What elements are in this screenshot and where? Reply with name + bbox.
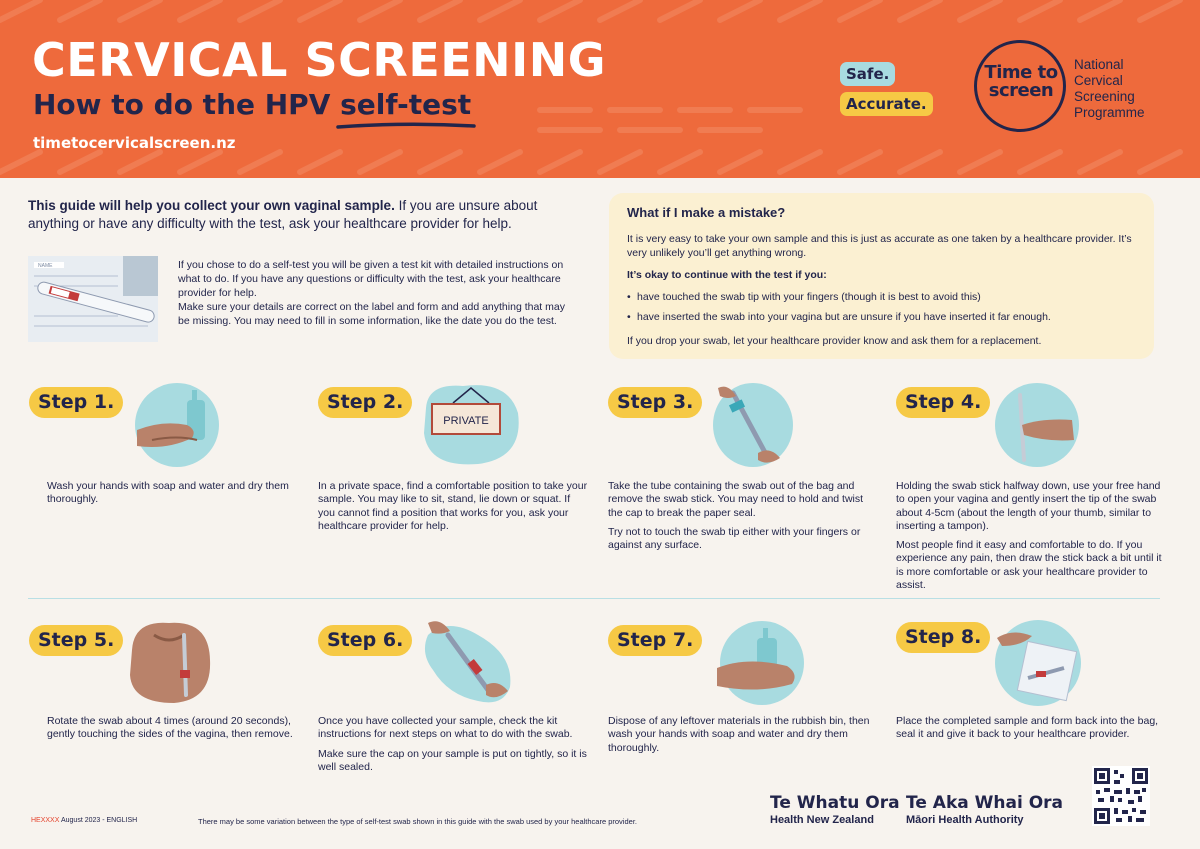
- insert-swab-icon: [992, 380, 1082, 470]
- step-3-p1: Take the tube containing the swab out of the bag and remove the swab stick. You may need to hold and twist the cap to break the paper seal.: [608, 480, 864, 519]
- step-3-text: [608, 480, 878, 552]
- step-3-p2: Try not to touch the swab tip either with your fingers or against any surface.: [608, 525, 861, 552]
- step-5-p1: Rotate the swab about 4 times (around 20 seconds), gently touching the sides of the vagina, then remove.: [47, 715, 293, 741]
- bullet-dot: •: [627, 291, 631, 303]
- underline-swoosh: [336, 121, 476, 133]
- test-kit-form-illustration: [28, 256, 163, 346]
- bullet-text: have touched the swab tip with your fingers (though it is best to avoid this): [637, 291, 981, 303]
- step-7-label: Step 7.: [608, 625, 702, 656]
- cap-swab-icon: [418, 615, 518, 707]
- step-3-label: Step 3.: [608, 387, 702, 418]
- step-4-label: Step 4.: [896, 387, 990, 418]
- page-title: CERVICAL SCREENING: [32, 33, 607, 87]
- mistake-info-box: [609, 193, 1154, 359]
- step-1-label: Step 1.: [29, 387, 123, 418]
- te-aka-whai-ora-logo: [906, 793, 1063, 826]
- step-4-text: [896, 480, 1166, 592]
- form-name-label: NAME: [38, 263, 53, 269]
- programme-line-1: National: [1074, 57, 1124, 72]
- step-6-p2: Make sure the cap on your sample is put on tightly, so it is well sealed.: [318, 747, 587, 773]
- programme-name: [1074, 57, 1145, 121]
- swab-tube-icon: [708, 378, 798, 468]
- document-code-id: HEXXXX: [31, 817, 60, 824]
- step-6-p1: Once you have collected your sample, check the kit instructions for next steps on what to do with the swab.: [318, 715, 573, 741]
- bullet-dot: •: [627, 311, 631, 323]
- disclaimer-note: There may be some variation between the type of self-test swab shown in this guide with the swab used by your healthcare provider.: [198, 817, 637, 826]
- org-1-name: Te Whatu Ora: [770, 793, 900, 813]
- step-8-label: Step 8.: [896, 622, 990, 653]
- private-sign-icon: [418, 378, 524, 468]
- step-8-text: [896, 715, 1166, 742]
- programme-line-3: Screening: [1074, 89, 1135, 104]
- step-2-label: Step 2.: [318, 387, 412, 418]
- qr-code-icon[interactable]: [1092, 766, 1150, 826]
- subtitle-emphasis-text: self-test: [340, 88, 472, 121]
- step-7-text: [608, 715, 878, 755]
- te-whatu-ora-logo: [770, 793, 900, 826]
- document-code: [31, 817, 137, 824]
- seal-bag-icon: [992, 618, 1084, 708]
- intro-paragraph-2: Make sure your details are correct on the label and form and add anything that may be missing. You may need to fill in some information, like the date you do the test.: [178, 301, 565, 327]
- step-5-label: Step 5.: [29, 625, 123, 656]
- subtitle-text: How to do the HPV: [33, 88, 341, 121]
- header-banner: [0, 0, 1200, 178]
- mistake-bullet: [627, 310, 1137, 324]
- logo-text: [979, 64, 1063, 100]
- private-sign-text: PRIVATE: [443, 415, 489, 427]
- step-2-p1: In a private space, find a comfortable position to take your sample. You may like to sit, stand, lie down or squat. If you cannot find a position that works for you, ask your healthcare provider for help.: [318, 480, 588, 532]
- step-2-text: [318, 480, 588, 533]
- mistake-title: What if I make a mistake?: [627, 205, 786, 220]
- mistake-bullet: [627, 290, 1137, 304]
- step-1-p1: Wash your hands with soap and water and dry them thoroughly.: [47, 480, 289, 506]
- website-url: timetocervicalscreen.nz: [33, 134, 236, 152]
- step-4-p2: Most people find it easy and comfortable to do. If you experience any pain, then draw the stick back a bit until it is more comfortable or ask your healthcare provider to assist.: [896, 539, 1162, 592]
- wash-hands-icon: [132, 380, 222, 470]
- step-1-text: [47, 480, 317, 507]
- step-8-p1: Place the completed sample and form back into the bag, seal it and give it back to your healthcare provider.: [896, 715, 1159, 741]
- logo-line-2: screen: [988, 80, 1054, 101]
- rotate-swab-icon: [124, 615, 214, 707]
- org-1-subtitle: Health New Zealand: [770, 814, 874, 826]
- step-5-text: [47, 715, 317, 742]
- intro-bold: This guide will help you collect your own vaginal sample.: [28, 198, 395, 213]
- org-2-name: Te Aka Whai Ora: [906, 793, 1064, 813]
- safe-badge: Safe.: [840, 62, 895, 86]
- intro-paragraph-1: If you chose to do a self-test you will be given a test kit with detailed instructions on what to do. If you have any questions or difficulty with the test, ask your healthcare provider for help.: [178, 259, 564, 299]
- mistake-text-2: If you drop your swab, let your healthcare provider know and ask them for a replacement.: [627, 335, 1042, 347]
- step-4-p1: Holding the swab stick halfway down, use your free hand to open your vagina and gently insert the tip of the swab about 4-5cm (about the length of your thumb, similar to inserting a tampon).: [896, 480, 1161, 532]
- step-7-p1: Dispose of any leftover materials in the rubbish bin, then wash your hands with soap and water and dry them thoroughly.: [608, 715, 870, 754]
- bullet-text: have inserted the swab into your vagina but are unsure if you have inserted it far enough.: [637, 311, 1051, 323]
- mistake-text-1: It is very easy to take your own sample and this is just as accurate as one taken by a healthcare provider. It’s very unlikely you’ll get anything wrong.: [627, 233, 1132, 259]
- step-6-text: [318, 715, 588, 774]
- section-divider: [28, 598, 1160, 599]
- step-6-label: Step 6.: [318, 625, 412, 656]
- wash-hands-again-icon: [717, 618, 807, 708]
- logo-line-1: Time to: [984, 62, 1058, 83]
- mistake-subtitle: It’s okay to continue with the test if you:: [627, 269, 827, 281]
- accurate-badge: Accurate.: [840, 92, 933, 116]
- page-subtitle: [33, 88, 471, 121]
- org-2-subtitle: Māori Health Authority: [906, 814, 1024, 826]
- document-code-date: August 2023 - ENGLISH: [59, 817, 138, 824]
- intro-text: [28, 197, 568, 233]
- subtitle-emphasis: [340, 88, 471, 121]
- programme-line-4: Programme: [1074, 105, 1145, 120]
- programme-line-2: Cervical: [1074, 73, 1123, 88]
- intro-rest: If you are unsure about anything or have any difficulty with the test, ask your healthcare provider for help.: [28, 198, 538, 231]
